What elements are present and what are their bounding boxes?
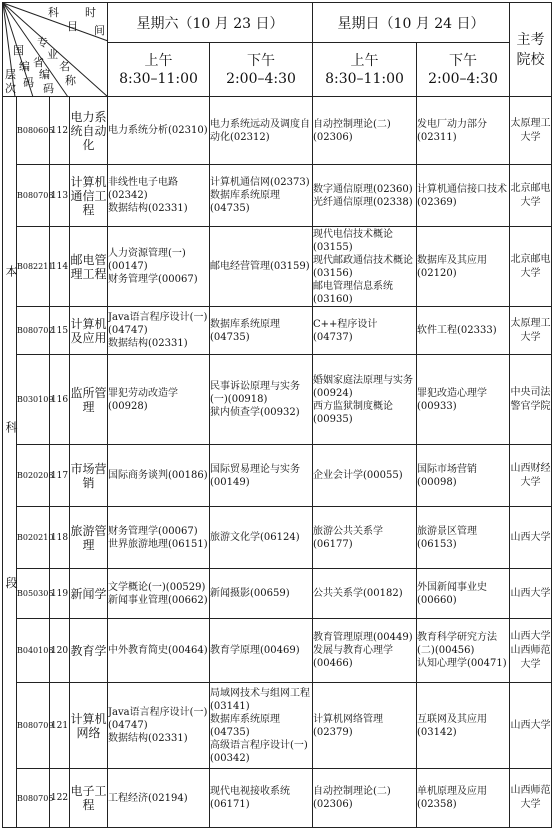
major-name: 计算机及应用: [70, 307, 108, 355]
course-cell-sat-am: [108, 355, 210, 445]
course-cell-sun-pm: [417, 165, 510, 227]
course-cell-sun-pm: [417, 683, 510, 769]
course-item: 旅游文化学(06124): [210, 532, 300, 543]
province-code: 112: [50, 97, 70, 165]
header-bian: 编: [19, 60, 30, 73]
course-cell-sat-pm: [210, 97, 313, 165]
course-cell-sun-pm: [417, 507, 510, 569]
table-row: [3, 683, 552, 769]
course-cell-sun-pm: [417, 769, 510, 828]
course-item: 数据结构(02331): [108, 733, 188, 744]
course-cell-sat-pm: [210, 769, 313, 828]
major-code: B080605: [17, 97, 50, 165]
course-cell-sun-am: [313, 683, 417, 769]
course-item: 旅游公共关系学(06177): [313, 525, 384, 550]
table-row: [3, 569, 552, 619]
major-name: 市场营销: [70, 445, 108, 507]
header-ye: 业: [47, 48, 58, 61]
table-row: [3, 355, 552, 445]
course-cell-sun-am: [313, 769, 417, 828]
course-cell-sun-am: [313, 307, 417, 355]
course-cell-sun-pm: [417, 227, 510, 307]
course-cell-sat-pm: [210, 355, 313, 445]
school-name-text: 山西师范大学: [510, 785, 551, 810]
course-cell-sun-am: [313, 619, 417, 683]
course-item: 数据结构(02331): [108, 338, 188, 349]
course-item: 国际贸易理论与实务(00149): [210, 463, 300, 488]
course-item: 民事诉讼原理与实务(一)(00918): [210, 381, 300, 405]
course-item: 计算机网络管理(02379): [313, 713, 384, 738]
school-name-text: 北京邮电大学: [510, 182, 551, 208]
major-code: B082211: [17, 227, 50, 307]
school-name-text: 中央司法警官学院: [510, 386, 551, 412]
major-name: 计算机通信工程: [70, 165, 108, 227]
school-name: [510, 165, 552, 227]
header-ming: 名: [59, 60, 70, 73]
header-shi: 时: [85, 6, 96, 19]
course-item: 教育学原理(00469): [210, 645, 300, 656]
exam-schedule-table: [2, 2, 552, 828]
course-cell-sat-am: [108, 769, 210, 828]
major-code: B080705: [17, 769, 50, 828]
course-cell-sat-pm: [210, 445, 313, 507]
province-code: 113: [50, 165, 70, 227]
major-code: B020208: [17, 445, 50, 507]
province-code: 121: [50, 683, 70, 769]
course-cell-sun-am: [313, 97, 417, 165]
course-item: 罪犯改造心理学(00933): [417, 387, 488, 412]
course-item: 国际商务谈判(00186): [108, 470, 208, 481]
major-name: 监所管理: [70, 355, 108, 445]
school-name: [510, 769, 552, 828]
course-item: 高级语言程序设计(一)(00342): [210, 739, 308, 764]
major-code: B080702: [17, 307, 50, 355]
school-name-text: 太原理工大学: [510, 317, 551, 343]
province-code: 115: [50, 307, 70, 355]
header-cheng: 称: [65, 74, 76, 87]
province-code: 114: [50, 227, 70, 307]
table-row: [3, 307, 552, 355]
course-item: 企业会计学(00055): [313, 470, 403, 481]
course-cell-sat-am: [108, 619, 210, 683]
diagonal-header-cell: [3, 3, 108, 97]
slot-time: 8:30–11:00: [325, 70, 404, 87]
school-name: [510, 619, 552, 683]
slot-time: 2:00–4:30: [428, 70, 498, 87]
course-cell-sun-pm: [417, 619, 510, 683]
course-item: 狱内侦查学(00932): [210, 407, 300, 418]
course-item: 单机原理及应用(02358): [417, 786, 488, 810]
course-item: 数据库及其应用(02120): [417, 254, 488, 279]
course-item: 婚姻家庭法原理与实务(00924): [313, 374, 414, 399]
course-item: 财务管理学(00067): [108, 274, 198, 285]
slot-header-sat-am: [108, 43, 210, 97]
course-item: 非线性电子电路(02342): [108, 177, 178, 201]
course-item: 现代电信技术概论(03155): [313, 228, 394, 253]
slot-time: 2:00–4:30: [226, 70, 296, 87]
slot-period: 下午: [247, 52, 275, 69]
school-name: [510, 227, 552, 307]
course-item: 自动控制理论(二)(02306): [313, 118, 391, 143]
course-cell-sun-pm: [417, 445, 510, 507]
school-name: [510, 683, 552, 769]
course-item: 自动控制理论(二)(02306): [313, 786, 391, 810]
course-item: 工程经济(02194): [108, 792, 188, 804]
course-item: 西方监狱制度概论(00935): [313, 400, 394, 425]
course-cell-sun-pm: [417, 97, 510, 165]
course-item: 数据库系统原理(04735): [210, 713, 280, 738]
major-name: 教育学: [70, 619, 108, 683]
slot-time: 8:30–11:00: [119, 70, 198, 87]
province-code: 120: [50, 619, 70, 683]
school-name: [510, 355, 552, 445]
course-item: 电力系统远动及调度自动化(02312): [210, 118, 310, 143]
course-cell-sat-am: [108, 683, 210, 769]
province-code: 118: [50, 507, 70, 569]
major-code: B040108: [17, 619, 50, 683]
course-item: C++程序设计(04737): [313, 318, 378, 343]
course-item: 数字通信原理(02360): [313, 183, 413, 195]
course-cell-sun-pm: [417, 355, 510, 445]
header-ceng: 层: [5, 68, 16, 81]
course-cell-sat-pm: [210, 307, 313, 355]
course-item: 文学概论(一)(00529): [108, 581, 206, 593]
school-column-header-text: 主考院校: [516, 31, 545, 68]
major-code: B020210: [17, 507, 50, 569]
course-cell-sat-pm: [210, 619, 313, 683]
level-cell: [3, 97, 17, 828]
course-cell-sat-pm: [210, 569, 313, 619]
course-cell-sat-am: [108, 165, 210, 227]
course-cell-sat-pm: [210, 227, 313, 307]
course-cell-sat-am: [108, 227, 210, 307]
table-row: [3, 507, 552, 569]
course-item: 数据库系统原理(04735): [210, 190, 280, 214]
course-cell-sat-am: [108, 97, 210, 165]
major-code: B080709: [17, 683, 50, 769]
header-ke: 科: [48, 6, 59, 19]
schedule-body: [3, 97, 552, 828]
school-name-text: 太原理工大学: [510, 117, 551, 143]
course-item: 现代电视接收系统(06171): [210, 786, 290, 810]
day-header-saturday: 星期六（10 月 23 日）: [108, 3, 313, 43]
course-item: 世界旅游地理(06151): [108, 538, 208, 550]
major-code: B030109: [17, 355, 50, 445]
course-item: 电力系统分析(02310): [108, 125, 208, 136]
course-item: 外国新闻事业史(00660): [417, 581, 488, 606]
slot-period: 上午: [350, 52, 379, 69]
course-item: 互联网及其应用(03142): [417, 713, 488, 738]
table-row: [3, 227, 552, 307]
course-cell-sun-am: [313, 355, 417, 445]
slot-header-sun-am: [313, 43, 417, 97]
course-cell-sun-pm: [417, 307, 510, 355]
course-item: 邮电经营管理(03159): [210, 261, 310, 272]
school-name: [510, 445, 552, 507]
school-name-text: 北京邮电大学: [510, 253, 551, 279]
table-row: [3, 97, 552, 165]
major-code: B050305: [17, 569, 50, 619]
header-ma: 码: [23, 76, 34, 89]
major-name: 电力系统自动化: [70, 97, 108, 165]
school-name-text: 山西财经大学: [510, 462, 551, 488]
school-name-text: 山西大学山西师范大学: [510, 630, 551, 670]
major-name: 电子工程: [70, 769, 108, 828]
course-item: 新闻摄影(00659): [210, 588, 290, 599]
school-column-header: [510, 3, 552, 97]
course-item: 邮电管理信息系统(03160): [313, 280, 394, 305]
school-name: [510, 307, 552, 355]
course-item: Java语言程序设计(一)(04747): [108, 312, 208, 336]
course-cell-sat-am: [108, 569, 210, 619]
table-row: [3, 165, 552, 227]
course-item: 局域网技术与组网工程(03141): [210, 687, 310, 712]
school-name: [510, 569, 552, 619]
course-cell-sun-am: [313, 569, 417, 619]
header-jian: 间: [94, 24, 105, 37]
course-item: Java语言程序设计(一)(04747): [108, 707, 208, 731]
major-name: 邮电管理工程: [70, 227, 108, 307]
province-code: 119: [50, 569, 70, 619]
course-item: 软件工程(02333): [417, 325, 497, 336]
course-item: 计算机通信网(02373): [210, 177, 310, 188]
course-item: 教育科学研究方法(二)(00456): [417, 632, 498, 656]
slot-header-sun-pm: [417, 43, 510, 97]
province-code: 117: [50, 445, 70, 507]
header-mu: 目: [67, 20, 78, 33]
school-name-text: 山西大学: [510, 587, 551, 599]
course-item: 财务管理学(00067): [108, 525, 198, 537]
header-guo: 国: [13, 44, 24, 57]
course-item: 光纤通信原理(02338): [313, 196, 413, 208]
course-item: 旅游景区管理(06153): [417, 525, 478, 550]
course-item: 新闻事业管理(00662): [108, 594, 208, 606]
major-name: 旅游管理: [70, 507, 108, 569]
major-name: 计算机网络: [70, 683, 108, 769]
major-code: B080708: [17, 165, 50, 227]
slot-period: 下午: [449, 52, 478, 69]
table-row: [3, 445, 552, 507]
course-item: 现代邮政通信技术概论(03156): [313, 254, 414, 279]
slot-period: 上午: [144, 52, 173, 69]
course-item: 中外教育简史(00464): [108, 645, 208, 656]
course-item: 发电厂动力部分(02311): [417, 118, 488, 143]
course-item: 公共关系学(00182): [313, 588, 403, 599]
header-ci: 次: [5, 82, 16, 95]
course-cell-sat-pm: [210, 165, 313, 227]
course-cell-sat-pm: [210, 683, 313, 769]
course-item: 罪犯劳动改造学(00928): [108, 387, 178, 412]
course-item: 认知心理学(00471): [417, 658, 507, 669]
course-cell-sat-am: [108, 445, 210, 507]
school-name-text: 山西大学: [510, 531, 551, 543]
school-name: [510, 97, 552, 165]
header-bian2: 编: [39, 68, 50, 81]
course-item: 人力资源管理(一)(00147): [108, 248, 186, 272]
course-item: 发展与教育心理学(00466): [313, 645, 394, 669]
course-cell-sat-am: [108, 507, 210, 569]
course-item: 计算机通信接口技术(02369): [417, 183, 508, 208]
course-cell-sun-am: [313, 507, 417, 569]
school-name: [510, 507, 552, 569]
day-header-sunday: 星期日（10 月 24 日）: [313, 3, 510, 43]
course-cell-sun-pm: [417, 569, 510, 619]
course-cell-sun-am: [313, 227, 417, 307]
level-label: 本 科 段: [4, 265, 18, 659]
table-row: [3, 769, 552, 828]
slot-header-sat-pm: [210, 43, 313, 97]
course-item: 数据库系统原理(04735): [210, 318, 280, 343]
course-cell-sun-am: [313, 445, 417, 507]
header-ma2: 码: [43, 82, 54, 95]
course-item: 数据结构(02331): [108, 203, 188, 214]
header-zhuan: 专: [37, 36, 48, 49]
province-code: 122: [50, 769, 70, 828]
major-name: 新闻学: [70, 569, 108, 619]
province-code: 116: [50, 355, 70, 445]
table-row: [3, 619, 552, 683]
course-cell-sun-am: [313, 165, 417, 227]
course-cell-sat-am: [108, 307, 210, 355]
course-item: 教育管理原理(00449): [313, 632, 413, 643]
header-sheng: 省: [33, 56, 44, 69]
course-cell-sat-pm: [210, 507, 313, 569]
course-item: 国际市场营销(00098): [417, 463, 478, 488]
school-name-text: 山西大学: [510, 719, 551, 731]
